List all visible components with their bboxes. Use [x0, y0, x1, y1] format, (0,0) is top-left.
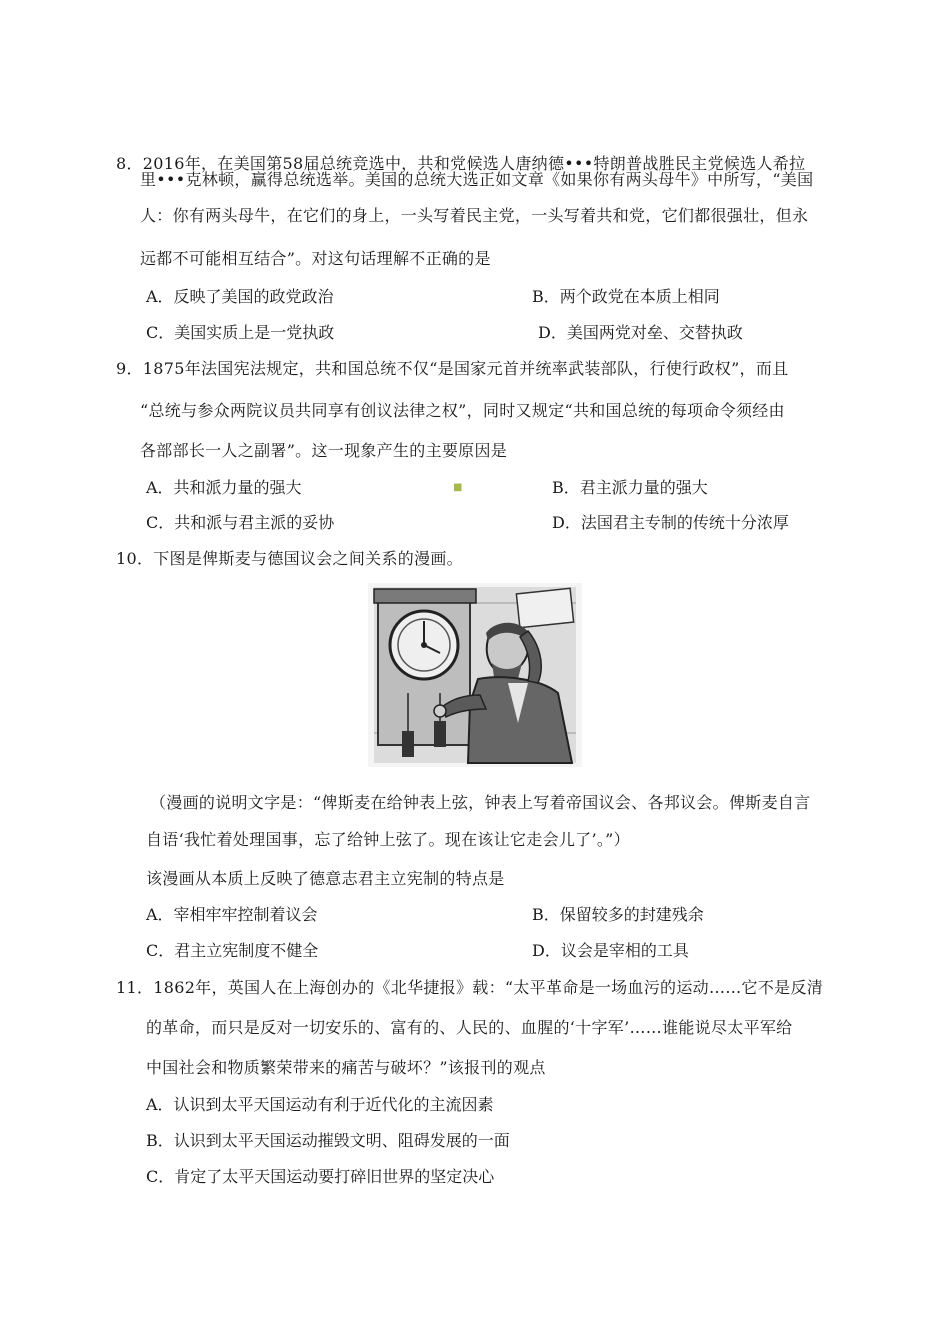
- q8-line-3: 人：你有两头母牛，在它们的身上，一头写着民主党，一头写着共和党，它们都很强壮，但永: [140, 206, 809, 225]
- q10-caption-2: 自语‘我忙着处理国事，忘了给钟上弦了。现在该让它走会儿了’。”）: [146, 830, 630, 849]
- q9-line-3: 各部部长一人之副署”。这一现象产生的主要原因是: [140, 441, 508, 460]
- q8-option-b: B．两个政党在本质上相同: [532, 287, 720, 306]
- q9-option-a: A．共和派力量的强大: [146, 478, 302, 497]
- q8-option-c: C．美国实质上是一党执政: [146, 323, 335, 342]
- q9-line-1: 9．1875年法国宪法规定，共和国总统不仅“是国家元首并统率武装部队，行使行政权”，而且: [116, 359, 789, 378]
- q11-line-3: 中国社会和物质繁荣带来的痛苦与破坏？”该报刊的观点: [146, 1058, 546, 1077]
- q8-option-a: A．反映了美国的政党政治: [146, 287, 334, 306]
- q10-line-1: 10．下图是俾斯麦与德国议会之间关系的漫画。: [116, 549, 463, 568]
- bismarck-clock-cartoon: [368, 583, 582, 767]
- q8-line-2: 里•••克林顿，赢得总统选举。美国的总统大选正如文章《如果你有两头母牛》中所写，“美国: [140, 170, 814, 189]
- q11-option-c: C．肯定了太平天国运动要打碎旧世界的坚定决心: [146, 1167, 495, 1186]
- q9-option-d: D．法国君主专制的传统十分浓厚: [552, 513, 789, 532]
- q11-line-1: 11．1862年，英国人在上海创办的《北华捷报》载：“太平革命是一场血污的运动……它不是反清: [116, 978, 824, 997]
- q9-line-2: “总统与参众两院议员共同享有创议法律之权”，同时又规定“共和国总统的每项命令须经由: [140, 401, 785, 420]
- q10-option-b: B．保留较多的封建残余: [532, 905, 704, 924]
- q10-option-d: D．议会是宰相的工具: [532, 941, 689, 960]
- stray-dot: ■: [453, 482, 463, 493]
- q10-option-a: A．宰相牢牢控制着议会: [146, 905, 318, 924]
- q11-line-2: 的革命，而只是反对一切安乐的、富有的、人民的、血腥的‘十字军’……谁能说尽太平军给: [146, 1018, 793, 1037]
- q8-line-4: 远都不可能相互结合”。对这句话理解不正确的是: [140, 249, 491, 268]
- q8-option-d: D．美国两党对垒、交替执政: [538, 323, 743, 342]
- q8-line-1: 8．2016年，在美国第58届总统竞选中，共和党候选人唐纳德•••特朗普战胜民主党候选人希拉: [116, 154, 806, 173]
- q11-option-a: A．认识到太平天国运动有利于近代化的主流因素: [146, 1095, 494, 1114]
- q10-option-c: C．君主立宪制度不健全: [146, 941, 319, 960]
- q10-stem: 该漫画从本质上反映了德意志君主立宪制的特点是: [146, 869, 505, 888]
- q10-caption-1: （漫画的说明文字是：“俾斯麦在给钟表上弦，钟表上写着帝国议会、各邦议会。俾斯麦自言: [150, 793, 811, 812]
- q11-option-b: B．认识到太平天国运动摧毁文明、阻碍发展的一面: [146, 1131, 510, 1150]
- q9-option-c: C．共和派与君主派的妥协: [146, 513, 335, 532]
- q9-option-b: B．君主派力量的强大: [552, 478, 708, 497]
